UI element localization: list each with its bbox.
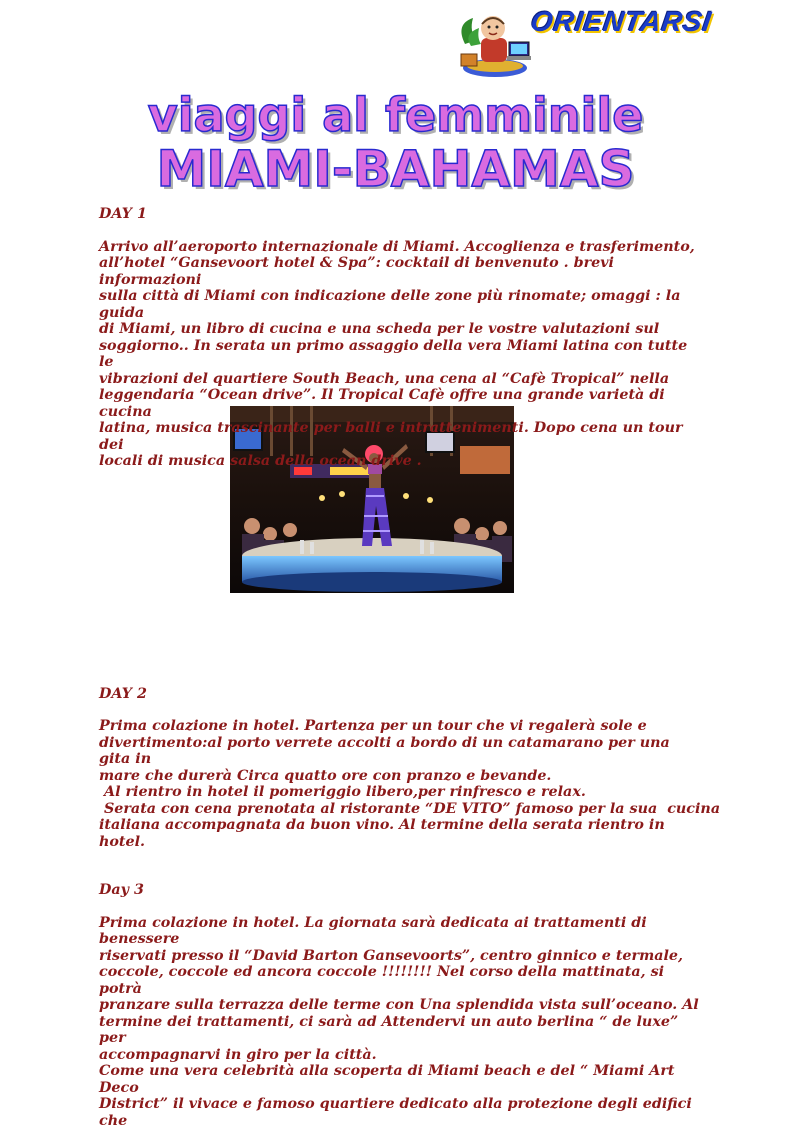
day-3-heading: Day 3 <box>99 882 699 899</box>
day-1-line: locali di musica salsa della ocean drive . <box>99 453 699 470</box>
day-2-heading: DAY 2 <box>99 686 699 703</box>
day-3-line: District” il vivace e famoso quartiere dedicato alla protezione degli edifici che <box>99 1096 699 1129</box>
brand-logo <box>455 4 700 80</box>
logo-wordmark: ORIENTARSI <box>529 6 714 38</box>
day-3-line: Come una vera celebrità alla scoperta di Miami beach e del “ Miami Art Deco <box>99 1063 699 1096</box>
day-2-line: Prima colazione in hotel. Partenza per un tour che vi regalerà sole e <box>99 718 699 735</box>
day-3-line: termine dei trattamenti, ci sarà ad Attendervi un auto berlina “ de luxe” per <box>99 1014 699 1047</box>
day-2-line: Al rientro in hotel il pomeriggio libero,per rinfresco e relax. <box>99 784 699 801</box>
day-2-line: mare che durerà Circa quatto ore con pranzo e bevande. <box>99 768 699 785</box>
day-1-line: Arrivo all’aeroporto internazionale di Miami. Accoglienza e trasferimento, <box>99 239 699 256</box>
day-1-line: di Miami, un libro di cucina e una scheda per le vostre valutazioni sul <box>99 321 699 338</box>
day-2-line: Serata con cena prenotata al ristorante “DE VITO” famoso per la sua cucina <box>99 801 699 818</box>
day-3-description <box>99 915 699 1129</box>
page-title-line-2: MIAMI-BAHAMAS <box>0 140 791 198</box>
day-1-line: all’hotel “Gansevoort hotel & Spa”: cocktail di benvenuto . brevi informazioni <box>99 255 699 288</box>
page-title-line-1: viaggi al femminile <box>0 88 791 142</box>
day-1-line: sulla città di Miami con indicazione delle zone più rinomate; omaggi : la guida <box>99 288 699 321</box>
day-3-line: riservati presso il “David Barton Gansevoorts”, centro ginnico e termale, <box>99 948 699 965</box>
day-1-line: vibrazioni del quartiere South Beach, una cena al “Cafè Tropical” nella <box>99 371 699 388</box>
day-2-line: italiana accompagnata da buon vino. Al termine della serata rientro in hotel. <box>99 817 699 850</box>
day-1-line: leggendaria “Ocean drive”. Il Tropical Cafè offre una grande varietà di cucina <box>99 387 699 420</box>
itinerary-content <box>99 206 699 1129</box>
day-3-line: Prima colazione in hotel. La giornata sarà dedicata ai trattamenti di benessere <box>99 915 699 948</box>
day-1-heading: DAY 1 <box>99 206 699 223</box>
day-1-line: soggiorno.. In serata un primo assaggio della vera Miami latina con tutte le <box>99 338 699 371</box>
day-3-line: accompagnarvi in giro per la città. <box>99 1047 699 1064</box>
day-2-description <box>99 718 699 850</box>
day-2-line: divertimento:al porto verrete accolti a bordo di un catamarano per una gita in <box>99 735 699 768</box>
day-1-description <box>99 239 699 470</box>
day-3-line: pranzare sulla terrazza delle terme con Una splendida vista sull’oceano. Al <box>99 997 699 1014</box>
day-3-line: coccole, coccole ed ancora coccole !!!!!!!! Nel corso della mattinata, si potrà <box>99 964 699 997</box>
cartoon-traveler-icon <box>455 4 535 80</box>
day-1-line: latina, musica trascinante per balli e intrattenimenti. Dopo cena un tour dei <box>99 420 699 453</box>
